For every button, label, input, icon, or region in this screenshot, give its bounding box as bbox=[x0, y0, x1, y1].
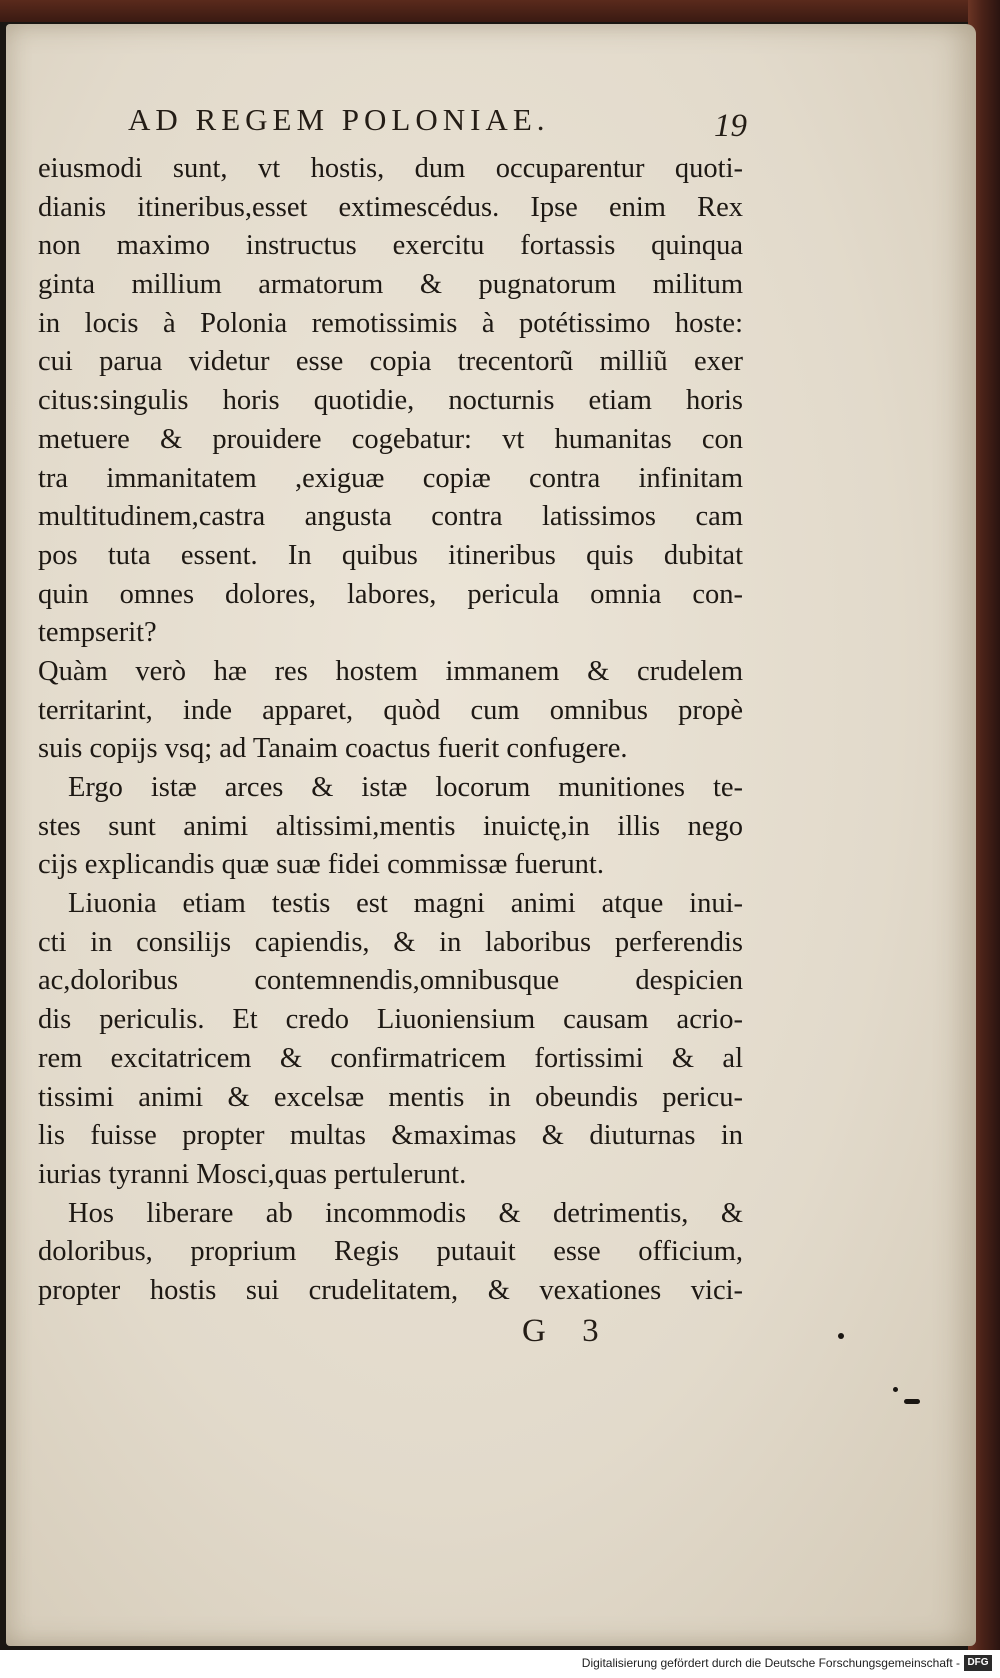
digitization-footer bbox=[0, 1650, 1000, 1678]
dfg-logo: DFG bbox=[964, 1655, 992, 1671]
text-line: tempserit? bbox=[38, 617, 157, 649]
text-line: propter hostis sui crudelitatem, & vexationes vici- bbox=[38, 1274, 743, 1306]
text-line: iurias tyranni Mosci,quas pertulerunt. bbox=[38, 1158, 467, 1190]
signature-mark: G 3 bbox=[522, 1313, 613, 1349]
text-line: tra immanitatem ,exiguæ copiæ contra infinitam bbox=[38, 462, 743, 494]
text-line: non maximo instructus exercitu fortassis quinqua bbox=[38, 230, 743, 262]
text-line: cui parua videtur esse copia trecentorũ milliũ exer bbox=[38, 346, 743, 378]
text-line: rem excitatricem & confirmatricem fortissimi & al bbox=[38, 1042, 743, 1074]
text-line: multitudinem,castra angusta contra latissimos cam bbox=[38, 501, 743, 533]
text-line: eiusmodi sunt, vt hostis, dum occuparentur quoti- bbox=[38, 153, 743, 184]
page-number: 19 bbox=[714, 108, 747, 144]
ink-speck bbox=[838, 1333, 844, 1339]
ink-speck bbox=[904, 1399, 920, 1404]
ink-speck bbox=[893, 1387, 898, 1392]
text-line: Ergo istæ arces & istæ locorum munitiones te- bbox=[68, 772, 743, 803]
text-line: ac,doloribus contemnendis,omnibusque despicien bbox=[38, 965, 743, 997]
text-line: lis fuisse propter multas &maximas & diuturnas in bbox=[38, 1120, 743, 1152]
text-line: citus:singulis horis quotidie, nocturnis etiam horis bbox=[38, 385, 743, 417]
text-line: dianis itineribus,esset extimescédus. Ipse enim Rex bbox=[38, 191, 743, 223]
book-top-binding bbox=[0, 0, 1000, 22]
text-line: ginta millium armatorum & pugnatorum militum bbox=[38, 269, 743, 301]
footer-credit: Digitalisierung gefördert durch die Deutsche Forschungsgemeinschaft - bbox=[581, 1656, 960, 1670]
body-text bbox=[38, 150, 743, 1311]
text-line: metuere & prouidere cogebatur: vt humanitas con bbox=[38, 423, 743, 455]
text-line: pos tuta essent. In quibus itineribus quis dubitat bbox=[38, 539, 743, 571]
text-line: doloribus, proprium Regis putauit esse officium, bbox=[38, 1236, 743, 1268]
text-line: cti in consilijs capiendis, & in laboribus perferendis bbox=[38, 926, 743, 958]
text-line: in locis à Polonia remotissimis à potétissimo hoste: bbox=[38, 307, 743, 339]
text-line: Liuonia etiam testis est magni animi atque inui- bbox=[68, 888, 743, 920]
text-line: territarint, inde apparet, quòd cum omnibus propè bbox=[38, 694, 743, 726]
text-line: Hos liberare ab incommodis & detrimentis, & bbox=[68, 1197, 743, 1229]
text-line: cijs explicandis quæ suæ fidei commissæ fuerunt. bbox=[38, 849, 604, 881]
text-line: suis copijs vsq; ad Tanaim coactus fuerit confugere. bbox=[38, 733, 628, 765]
text-line: Quàm verò hæ res hostem immanem & crudelem bbox=[38, 655, 743, 687]
text-line: dis periculis. Et credo Liuoniensium causam acrio- bbox=[38, 1004, 743, 1036]
text-line: stes sunt animi altissimi,mentis inuictę,in illis nego bbox=[38, 810, 743, 842]
text-line: tissimi animi & excelsæ mentis in obeundis pericu- bbox=[38, 1081, 743, 1113]
text-line: quin omnes dolores, labores, pericula omnia con- bbox=[38, 578, 743, 610]
running-head: AD REGEM POLONIAE. bbox=[128, 102, 550, 137]
